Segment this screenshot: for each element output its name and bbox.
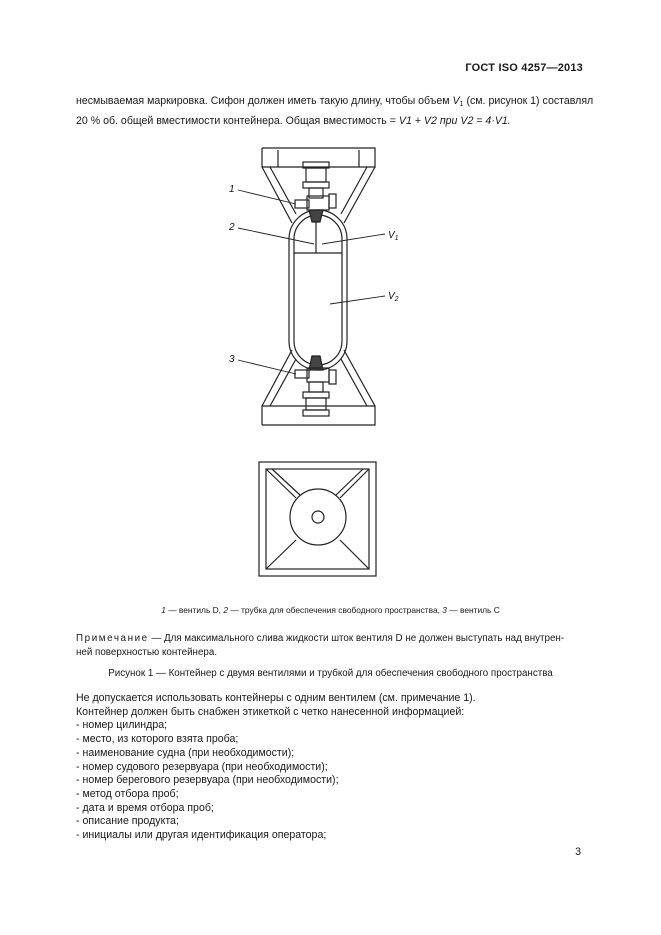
intro-line-1: несмываемая маркировка. Сифон должен иметь такую длину, чтобы объем $V_1$ (см. рисунок 1) составлял [76, 95, 594, 108]
list-item: - номер цилиндра; [76, 719, 168, 732]
list-item: - дата и время отбора проб; [76, 801, 214, 814]
callout-3: 3 [229, 354, 235, 365]
note-lead: Примечание [76, 633, 149, 644]
list-item: - описание продукта; [76, 815, 179, 828]
page-number: 3 [575, 846, 581, 858]
list-item: - номер судового резервуара (при необходимости); [76, 760, 328, 773]
callout-1: 1 [229, 184, 235, 195]
callout-2: 2 [229, 222, 235, 233]
figure-legend: 1 — вентиль D, 2 — трубка для обеспечения свободного пространства, 3 — вентиль С [161, 605, 500, 615]
body-line: Контейнер должен быть снабжен этикеткой с четко нанесенной информацией: [76, 705, 465, 718]
document-code-header: ГОСТ ISO 4257—2013 [465, 62, 583, 74]
body-line: Не допускается использовать контейнеры с одним вентилем (см. примечание 1). [76, 692, 476, 704]
figure-note: Примечание — Для максимального слива жидкости шток вентиля D не должен выступать над внутрен- ней поверхностью контейнера. [76, 633, 565, 658]
list-item: - номер берегового резервуара (при необходимости); [76, 774, 339, 787]
label-v2: $V_2$ [388, 291, 399, 303]
list-item: - метод отбора проб; [76, 787, 179, 800]
list-item: - инициалы или другая идентификация оператора; [76, 829, 327, 842]
label-v1: $V_1$ [388, 230, 399, 242]
list-item: - место, из которого взята проба; [76, 733, 239, 746]
intro-line-2: 20 % об. общей вместимости контейнера. Общая вместимость = V1 + V2 при V2 = 4·V1. [76, 115, 511, 127]
cylinder-body [289, 210, 347, 370]
figure-caption: Рисунок 1 — Контейнер с двумя вентилями и трубкой для обеспечения свободного пространства [108, 668, 553, 679]
top-view-square [259, 462, 376, 576]
body-text [76, 692, 596, 843]
list-item: - наименование судна (при необходимости); [76, 746, 295, 759]
